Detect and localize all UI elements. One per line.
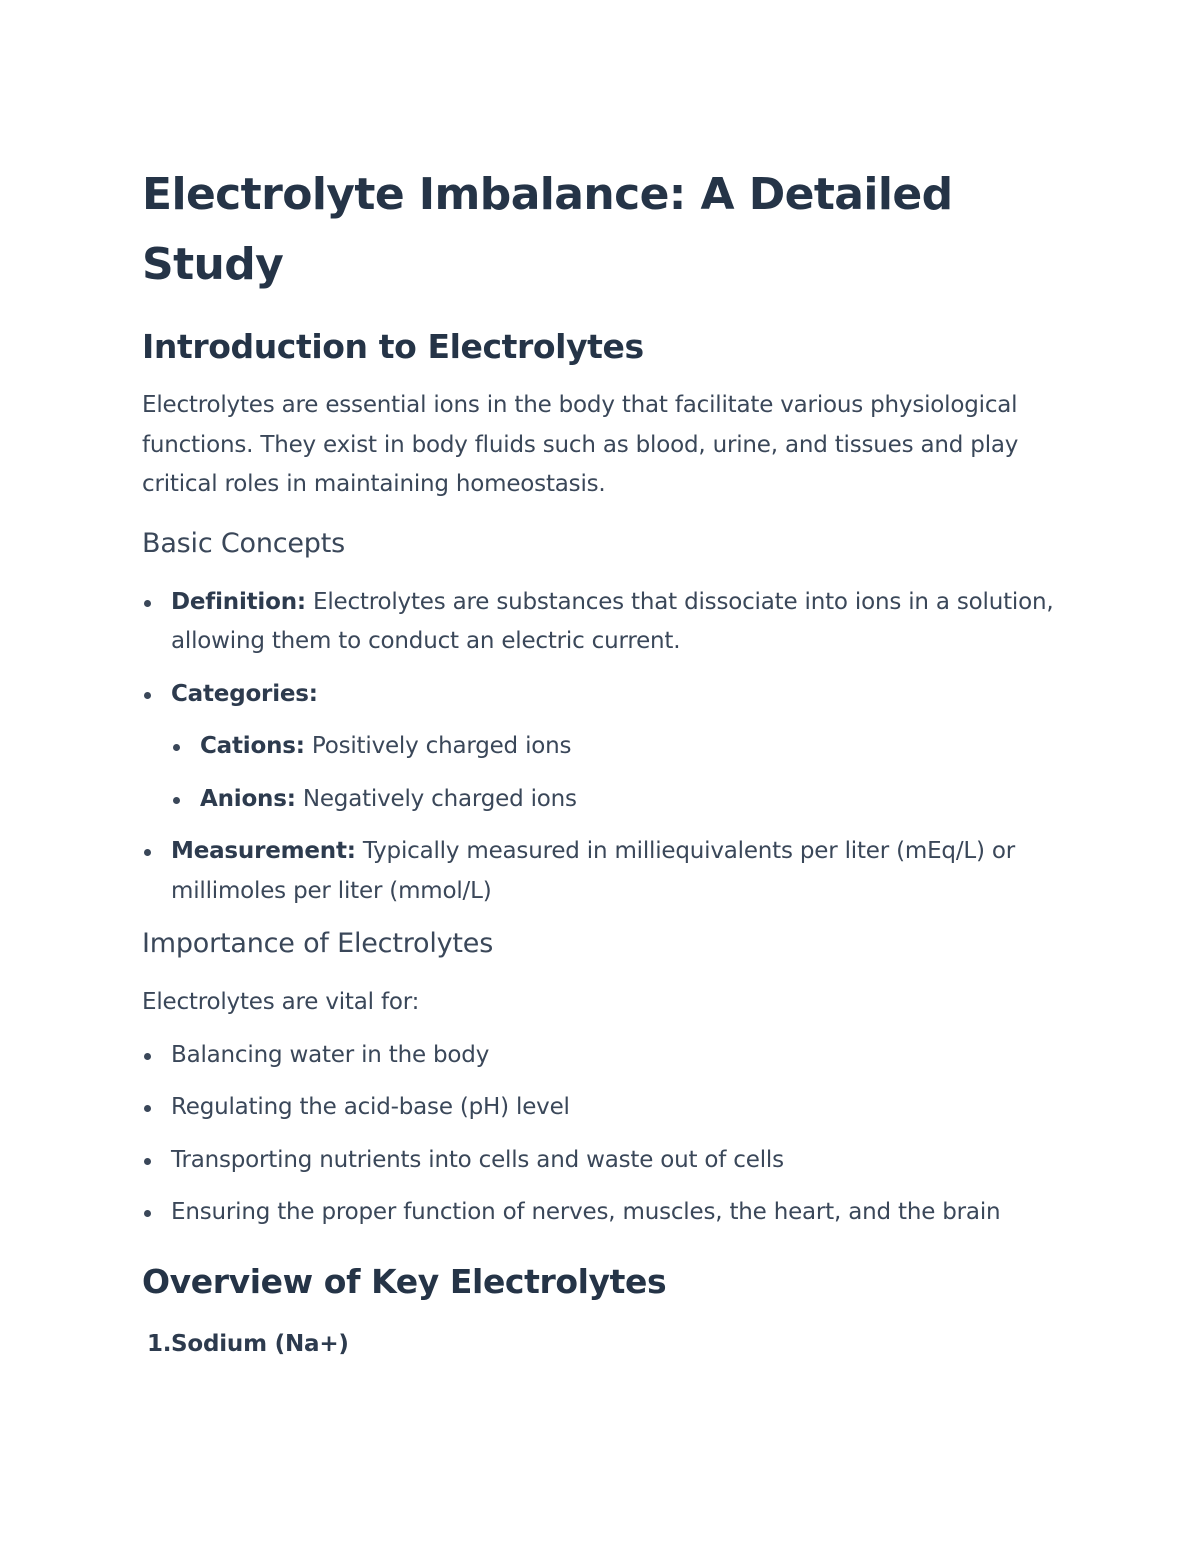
sodium-label: Sodium (Na+) [171, 1330, 349, 1357]
list-item-measurement [142, 832, 1072, 911]
list-item: Transporting nutrients into cells and waste out of cells [142, 1141, 1072, 1181]
anions-text: Negatively charged ions [295, 785, 577, 812]
definition-label: Definition: [171, 588, 306, 615]
section-heading-introduction: Introduction to Electrolytes [142, 327, 644, 366]
measurement-text: Typically measured in milliequivalents per liter (mEq/L) or millimoles per liter (mmol/L) [171, 838, 1016, 904]
intro-paragraph: Electrolytes are essential ions in the body that facilitate various physiological functions. They exist in body fluids such as blood, urine, and tissues and play critical roles in maintaining homeostasis. [142, 392, 1019, 497]
list-item-categories [142, 675, 1072, 715]
list-item-sodium [142, 1325, 1072, 1365]
measurement-label: Measurement: [171, 838, 356, 864]
subsection-heading-basic-concepts: Basic Concepts [142, 527, 345, 559]
key-electrolytes-list [142, 1325, 1072, 1365]
cations-text: Positively charged ions [304, 733, 572, 759]
definition-text: Electrolytes are substances that dissociate into ions in a solution, allowing them to conduct an electric current. [171, 588, 1054, 654]
list-number: 1. [147, 1330, 172, 1357]
list-item-cations [142, 727, 1072, 767]
document-page [142, 160, 1072, 1364]
document-title: Electrolyte Imbalance: A Detailed Study [142, 169, 953, 290]
list-item-anions [142, 780, 1072, 820]
list-item: Ensuring the proper function of nerves, muscles, the heart, and the brain [142, 1193, 1072, 1233]
categories-label: Categories: [171, 680, 318, 707]
list-item-definition [142, 583, 1072, 662]
subsection-heading-importance: Importance of Electrolytes [142, 928, 494, 959]
cations-label: Cations: [200, 733, 305, 759]
basic-concepts-list [142, 583, 1072, 912]
list-item: Regulating the acid-base (pH) level [142, 1088, 1072, 1128]
section-heading-overview: Overview of Key Electrolytes [142, 1261, 667, 1301]
importance-list [142, 1036, 1072, 1233]
list-item: Balancing water in the body [142, 1036, 1072, 1076]
importance-intro: Electrolytes are vital for: [142, 989, 420, 1015]
anions-label: Anions: [200, 785, 296, 812]
